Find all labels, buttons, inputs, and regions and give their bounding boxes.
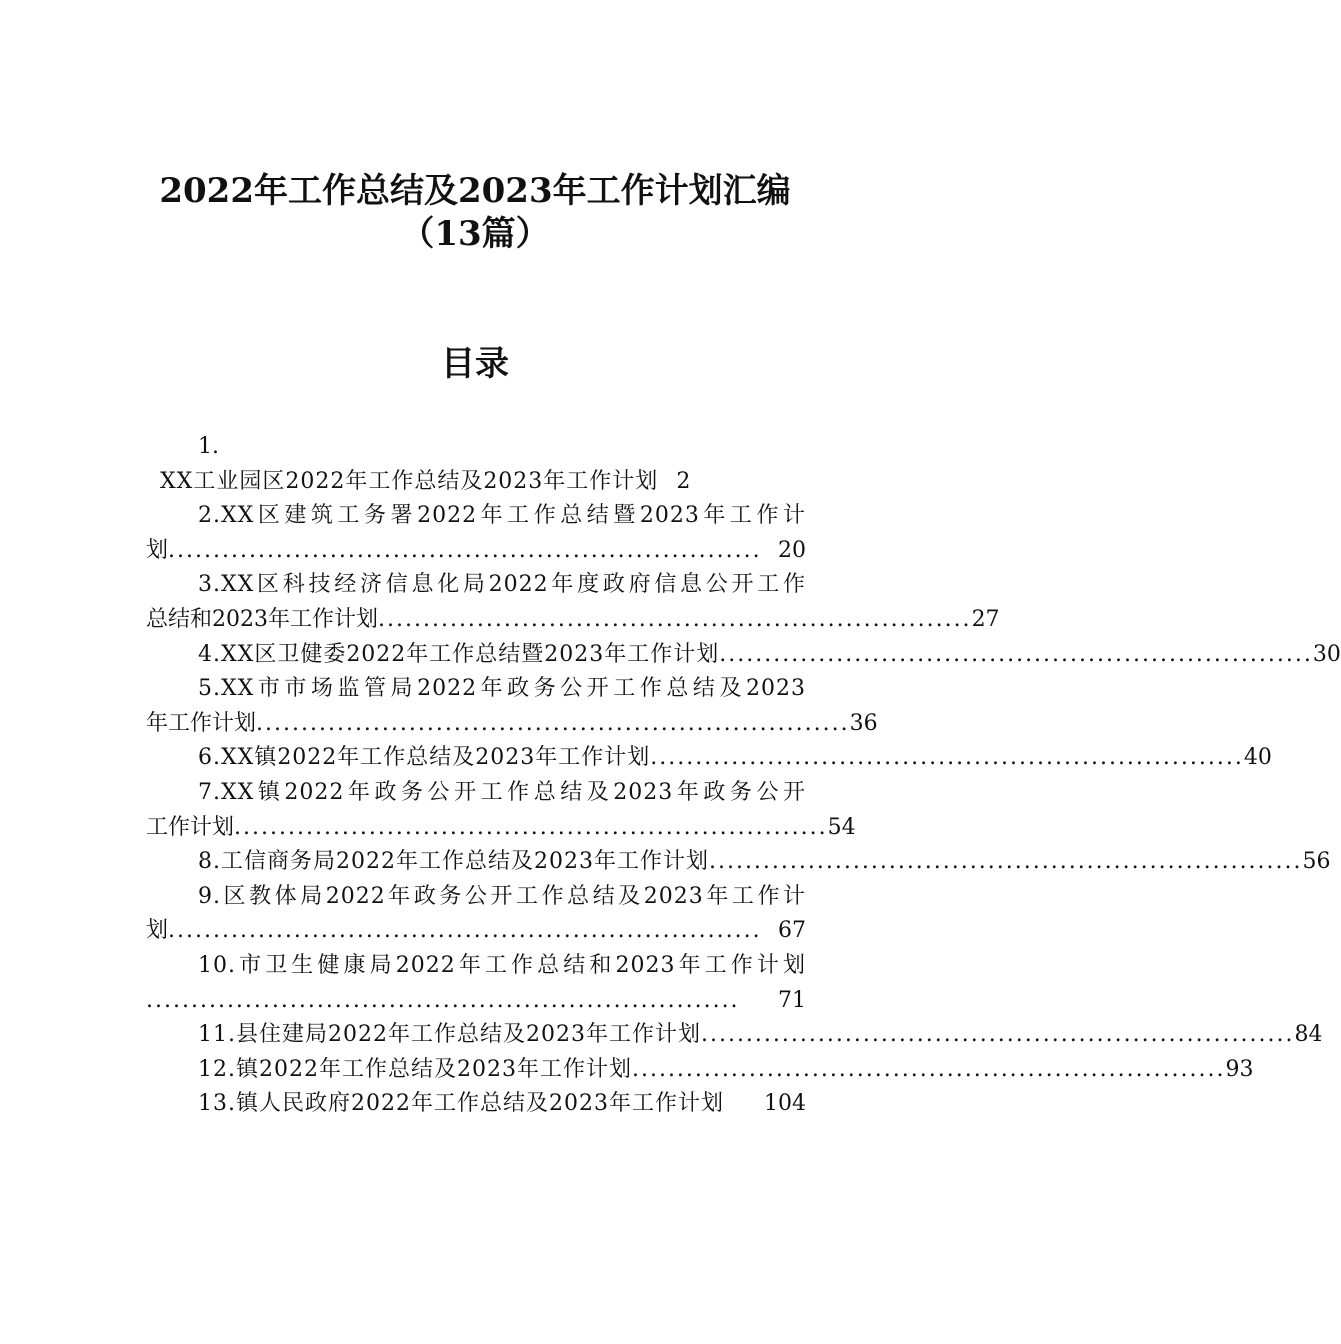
toc-entry-13[interactable] bbox=[146, 1087, 806, 1122]
toc-entry-title-cont: 划 bbox=[146, 537, 169, 563]
toc-leader: .................................................................. bbox=[650, 745, 1244, 771]
toc-entry-12[interactable] bbox=[146, 1053, 1254, 1088]
toc-entry-page: 27 bbox=[971, 606, 1000, 632]
toc-entry-title: 13.镇人民政府2022年工作总结及2023年工作计划 bbox=[198, 1091, 724, 1117]
toc-entry-5[interactable] bbox=[146, 672, 878, 741]
toc-entry-title-cont: 年工作计划 bbox=[146, 710, 257, 736]
toc-leader: .................................................................. bbox=[708, 849, 1303, 875]
toc-entry-11[interactable] bbox=[146, 1018, 1323, 1053]
document-title: 2022年工作总结及2023年工作计划汇编 bbox=[159, 171, 791, 211]
toc-entry-page: 2 bbox=[676, 468, 692, 494]
table-of-contents bbox=[146, 430, 1341, 1122]
toc-entry-title-cont: 划 bbox=[146, 918, 169, 944]
toc-entry-page: 54 bbox=[827, 814, 856, 840]
toc-entry-title: 4.XX区卫健委2022年工作总结暨2023年工作计划 bbox=[198, 641, 720, 667]
toc-entry-8[interactable] bbox=[146, 845, 1331, 880]
toc-leader: .................................................................. bbox=[719, 641, 1313, 667]
toc-entry-page: 30 bbox=[1312, 641, 1341, 667]
toc-entry-page: 84 bbox=[1294, 1022, 1323, 1048]
toc-entry-7[interactable] bbox=[146, 776, 856, 845]
toc-leader: .................................................................. bbox=[631, 1056, 1226, 1082]
toc-entry-page: 71 bbox=[778, 987, 806, 1013]
toc-entry-page: 40 bbox=[1243, 745, 1272, 771]
toc-entry-6[interactable] bbox=[146, 741, 1272, 776]
toc-entry-text-row bbox=[146, 465, 806, 500]
toc-entry-3[interactable] bbox=[146, 568, 1000, 637]
toc-entry-title: 3.XX区科技经济信息化局2022年度政府信息公开工作 bbox=[198, 572, 806, 598]
toc-entry-title: XX工业园区2022年工作总结及2023年工作计划 bbox=[160, 468, 659, 494]
toc-entry-title: 12.镇2022年工作总结及2023年工作计划 bbox=[198, 1056, 632, 1082]
toc-leader: .................................................................. bbox=[234, 814, 828, 840]
toc-entry-number: 1. bbox=[198, 434, 219, 459]
toc-entry-title: 2.XX区建筑工务署2022年工作总结暨2023年工作计 bbox=[198, 503, 806, 529]
toc-entry-page: 20 bbox=[778, 537, 806, 563]
toc-entry-title: 6.XX镇2022年工作总结及2023年工作计划 bbox=[198, 745, 651, 771]
toc-entry-1[interactable] bbox=[146, 430, 806, 499]
document-subtitle: （13篇） bbox=[400, 214, 550, 254]
toc-entry-title: 8.工信商务局2022年工作总结及2023年工作计划 bbox=[198, 849, 709, 875]
toc-leader: .................................................................. bbox=[168, 918, 762, 944]
toc-leader: .................................................................. bbox=[378, 606, 972, 632]
toc-entry-page: 36 bbox=[849, 710, 878, 736]
toc-entry-2[interactable] bbox=[146, 499, 806, 568]
toc-heading: 目录 bbox=[441, 344, 509, 384]
toc-entry-title-cont: 工作计划 bbox=[146, 814, 235, 840]
toc-entry-page: 56 bbox=[1302, 849, 1331, 875]
toc-entry-page: 104 bbox=[764, 1091, 806, 1117]
toc-entry-10[interactable] bbox=[146, 949, 806, 1018]
toc-entry-page: 93 bbox=[1225, 1056, 1254, 1082]
toc-leader: .................................................................. bbox=[256, 710, 850, 736]
toc-leader: .................................................................. bbox=[146, 987, 740, 1013]
toc-entry-4[interactable] bbox=[146, 638, 1341, 673]
toc-entry-title: 11.县住建局2022年工作总结及2023年工作计划 bbox=[198, 1022, 701, 1048]
toc-entry-title: 7.XX镇2022年政务公开工作总结及2023年政务公开 bbox=[198, 779, 806, 805]
toc-entry-title-cont: 总结和2023年工作计划 bbox=[146, 606, 378, 632]
toc-leader: .................................................................. bbox=[700, 1022, 1295, 1048]
toc-leader: .................................................................. bbox=[168, 537, 762, 563]
toc-entry-title: 10.市卫生健康局2022年工作总结和2023年工作计划 bbox=[198, 952, 806, 978]
toc-entry-page: 67 bbox=[778, 918, 806, 944]
toc-entry-title: 9.区教体局2022年政务公开工作总结及2023年工作计 bbox=[198, 883, 806, 909]
toc-entry-9[interactable] bbox=[146, 880, 806, 949]
toc-entry-title: 5.XX市市场监管局2022年政务公开工作总结及2023 bbox=[198, 676, 806, 702]
